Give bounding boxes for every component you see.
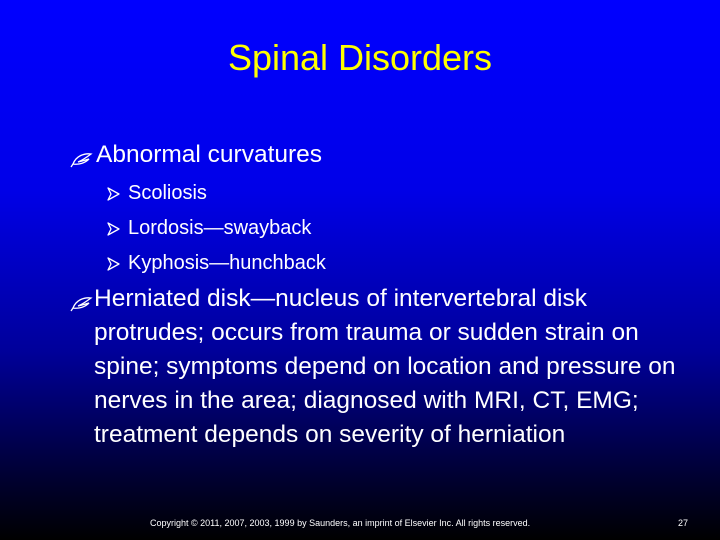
- sub-bullet-item: [106, 176, 326, 211]
- bullet-item: [70, 282, 694, 452]
- sub-bullet-text: Scoliosis: [128, 182, 207, 204]
- feather-bullet-icon: [70, 294, 94, 314]
- arrowhead-bullet-icon: [106, 187, 120, 201]
- sub-bullet-text: Lordosis—swayback: [128, 217, 312, 239]
- copyright-footer: Copyright © 2011, 2007, 2003, 1999 by Saunders, an imprint of Elsevier Inc. All rights reserved.: [150, 518, 531, 528]
- arrowhead-bullet-icon: [106, 222, 120, 236]
- sub-bullet-item: [106, 246, 326, 281]
- feather-bullet-icon: [70, 150, 94, 170]
- bullet-item: [70, 138, 322, 172]
- page-number: 27: [678, 518, 689, 528]
- slide-title: Spinal Disorders: [227, 37, 493, 78]
- bullet-text: Herniated disk—nucleus of intervertebral disk protrudes; occurs from trauma or sudden strain on spine; symptoms depend on location and pressure on nerves in the area; diagnosed with MRI, CT, EMG; treatment depends on severity of herniation: [94, 285, 676, 448]
- sub-bullet-text: Kyphosis—hunchback: [128, 252, 326, 274]
- sub-bullet-item: [106, 211, 326, 246]
- arrowhead-bullet-icon: [106, 257, 120, 271]
- sub-bullet-list: [106, 176, 326, 281]
- bullet-text: Abnormal curvatures: [96, 141, 323, 168]
